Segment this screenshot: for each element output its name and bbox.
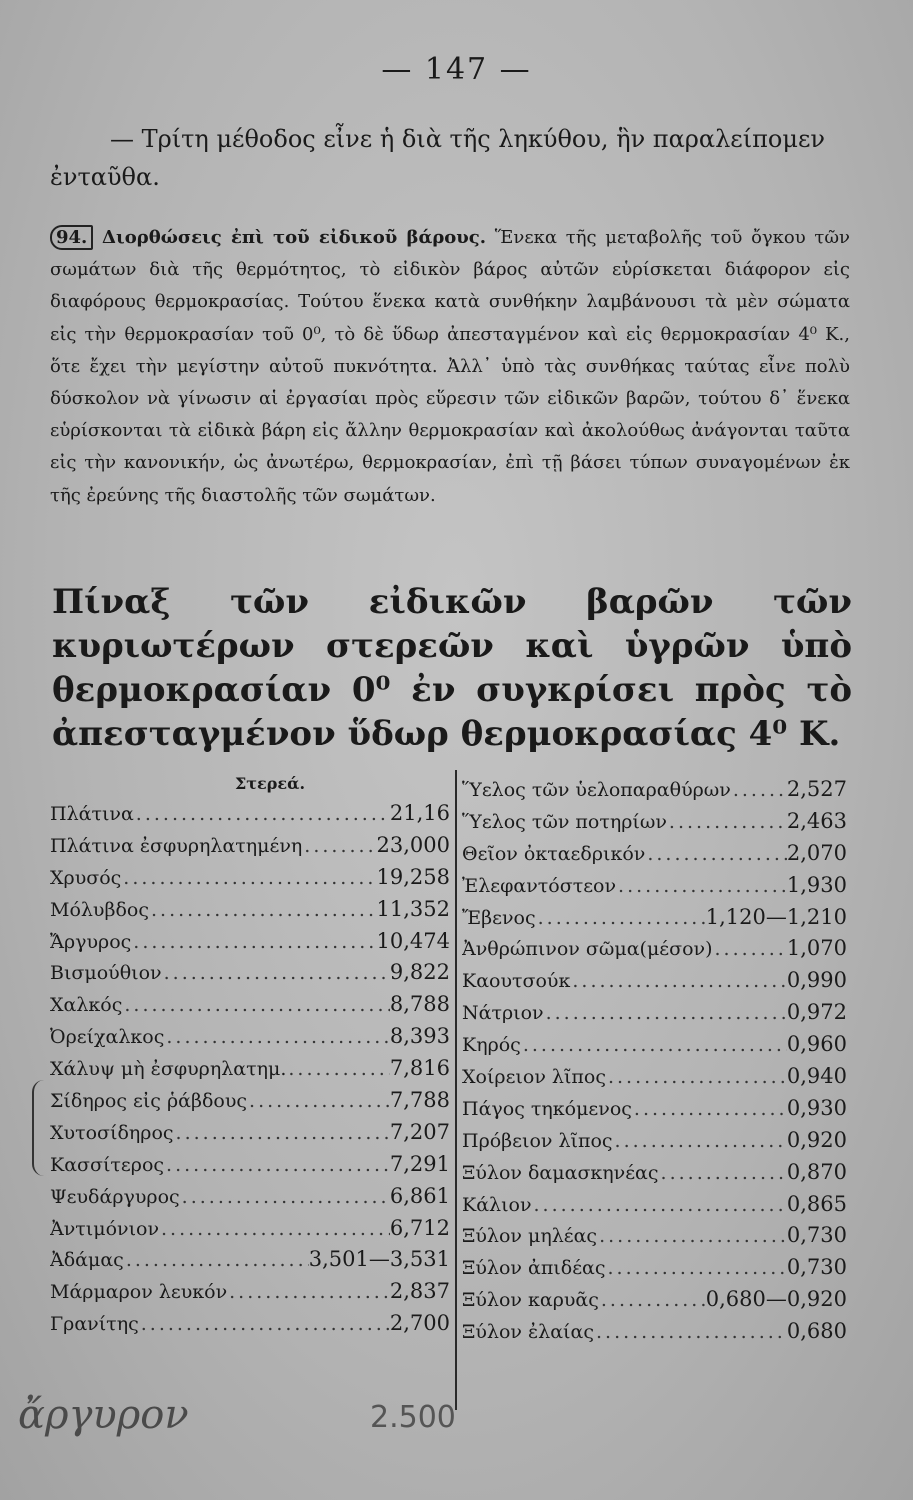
substance-name: Ὕελος τῶν ὑελοπαραθύρων (462, 779, 731, 801)
substance-name: Ἀδάμας (50, 1249, 124, 1272)
substance-name: Ἄργυρος (50, 930, 132, 953)
table-row (462, 806, 847, 838)
right-rows (462, 774, 847, 1348)
substance-name: Πάγος τηκόμενος (462, 1097, 632, 1120)
leader-dots (613, 1126, 787, 1157)
substance-name: Κάλιον (462, 1193, 532, 1216)
specific-gravity-value: 6,712 (389, 1215, 450, 1240)
substance-name: Χαλκός (50, 994, 123, 1017)
table-row (50, 1053, 450, 1085)
table-row (50, 1181, 450, 1213)
specific-gravity-table (50, 770, 850, 1430)
left-rows (50, 798, 450, 1340)
specific-gravity-value: 1,930 (786, 872, 847, 897)
table-row (50, 894, 450, 926)
leader-dots (536, 903, 706, 934)
specific-gravity-value: 7,816 (389, 1056, 450, 1081)
substance-name: Ἀνθρώπινον σῶμα(μέσον) (462, 938, 713, 961)
leader-dots (570, 966, 787, 997)
specific-gravity-value: 0,680 (786, 1319, 847, 1344)
leader-dots (159, 1214, 390, 1245)
column-divider (455, 770, 457, 1410)
leader-dots (164, 1150, 390, 1181)
table-left-column (50, 770, 450, 1340)
specific-gravity-value: 2,463 (786, 808, 847, 833)
table-title: Πίναξ τῶν εἰδικῶν βαρῶν τῶν κυριωτέρων στερεῶν καὶ ὑγρῶν ὑπὸ θερμοκρασίαν 0⁰ ἐν συγκρίσει πρὸς τὸ ἀπεσταγμένον ὕδωρ θερμοκρασίας 4⁰ Κ. (52, 582, 852, 754)
specific-gravity-value: 9,822 (389, 960, 450, 985)
leader-dots (124, 1245, 309, 1276)
specific-gravity-value: 0,920 (786, 1127, 847, 1152)
leader-dots (134, 799, 390, 830)
section-94 (50, 222, 850, 512)
specific-gravity-value: 21,16 (389, 801, 450, 825)
substance-name: Πλάτινα ἐσφυρηλατημένη (50, 834, 303, 857)
specific-gravity-value: 11,352 (376, 896, 450, 921)
leader-dots (597, 1221, 787, 1252)
page-number: — 147 — (381, 52, 532, 87)
table-row (50, 830, 450, 862)
leader-dots (131, 927, 376, 958)
table-row (50, 1149, 450, 1181)
specific-gravity-value: 1,070 (786, 936, 847, 961)
leader-dots (645, 839, 787, 870)
table-right-column (462, 770, 847, 1348)
substance-name: Ὀρείχαλκος (50, 1026, 165, 1049)
substance-name: Κασσίτερος (50, 1153, 165, 1176)
left-column-heading: Στερεά. (234, 774, 306, 793)
specific-gravity-value: 0,960 (786, 1032, 847, 1057)
intro-paragraph: — Τρίτη μέθοδος εἶνε ἡ διὰ τῆς ληκύθου, ἣν παραλείπομεν ἐνταῦθα. (50, 125, 825, 191)
table-row (462, 1157, 847, 1189)
leader-dots (659, 1158, 787, 1189)
specific-gravity-value: 6,861 (389, 1183, 450, 1208)
substance-name: Ὕελος τῶν ποτηρίων (462, 810, 667, 833)
substance-name: Μάρμαρον λευκόν (50, 1281, 228, 1304)
substance-name: Ἔβενος (462, 906, 536, 929)
section-number: 94. (50, 225, 93, 250)
table-row (462, 774, 847, 806)
specific-gravity-value: 2,527 (786, 777, 847, 801)
table-row (462, 1284, 847, 1316)
substance-name: Θεῖον ὀκταεδρικόν (462, 842, 646, 865)
leader-dots (731, 775, 787, 806)
table-row (50, 1213, 450, 1245)
table-row (462, 838, 847, 870)
table-row (462, 1093, 847, 1125)
specific-gravity-value: 0,730 (786, 1223, 847, 1248)
handwritten-note: ἄργυρον (18, 1392, 189, 1438)
substance-name: Χρυσός (50, 866, 122, 889)
table-row (50, 989, 450, 1021)
substance-name: Γρανίτης (50, 1313, 139, 1336)
substance-name: Ἐλεφαντόστεον (462, 874, 617, 897)
substance-name: Χυτοσίδηρος (50, 1121, 174, 1144)
substance-name: Καουτσούκ (462, 970, 571, 993)
specific-gravity-value: 1,120—1,210 (705, 904, 847, 929)
leader-dots (667, 807, 787, 838)
leader-dots (149, 895, 377, 926)
substance-name: Πρόβειον λῖπος (462, 1129, 613, 1152)
substance-name: Νάτριον (462, 1002, 544, 1025)
leader-dots (616, 871, 787, 902)
specific-gravity-value: 2,837 (389, 1279, 450, 1304)
leader-dots (606, 1253, 787, 1284)
table-row (462, 902, 847, 934)
substance-name: Σίδηρος εἰς ῥάβδους (50, 1090, 248, 1113)
substance-name: Χάλυψ μὴ ἐσφυρηλατημ. (50, 1058, 287, 1081)
table-row (50, 798, 450, 830)
table-row (462, 933, 847, 965)
table-row (462, 1061, 847, 1093)
specific-gravity-value: 0,680—0,920 (705, 1287, 847, 1312)
substance-name: Ξύλον δαμασκηνέας (462, 1161, 659, 1184)
leader-dots (544, 998, 787, 1029)
leader-dots (227, 1277, 390, 1308)
leader-dots (139, 1309, 390, 1340)
table-row (50, 1244, 450, 1276)
table-row (50, 1085, 450, 1117)
substance-name: Βισμούθιον (50, 962, 162, 985)
specific-gravity-value: 0,972 (786, 1000, 847, 1025)
table-row (462, 965, 847, 997)
substance-name: Ξύλον ἀπιδέας (462, 1257, 606, 1280)
specific-gravity-value: 3,501—3,531 (308, 1247, 450, 1272)
substance-name: Χοίρειον λῖπος (462, 1066, 606, 1089)
specific-gravity-value: 0,870 (786, 1159, 847, 1184)
substance-name: Κηρός (462, 1034, 521, 1057)
leader-dots (122, 990, 390, 1021)
specific-gravity-value: 23,000 (376, 832, 450, 857)
table-row (50, 1308, 450, 1340)
specific-gravity-value: 0,930 (786, 1095, 847, 1120)
leader-dots (286, 1054, 389, 1085)
table-row (462, 1029, 847, 1061)
table-row (50, 862, 450, 894)
table-row (462, 997, 847, 1029)
specific-gravity-value: 7,207 (389, 1119, 450, 1144)
table-row (50, 957, 450, 989)
iron-group-bracket (32, 1080, 44, 1176)
substance-name: Ξύλον μηλέας (462, 1225, 598, 1248)
section-body: Ἕνεκα τῆς μεταβολῆς τοῦ ὄγκου τῶν σωμάτων διὰ τῆς θερμότητος, τὸ εἰδικὸν βάρος αὐτῶν εὑρίσκεται διάφορον εἰς διαφόρους θερμοκρασίας. Τούτου ἕνεκα κατὰ συνθήκην λαμβάνουσι τὰ μὲν σώματα εἰς τὴν θερμοκρασίαν τοῦ 0⁰, τὸ δὲ ὕδωρ ἀπεσταγμένον καὶ εἰς θερμοκρασίαν 4⁰ Κ., ὅτε ἔχει τὴν μεγίστην αὐτοῦ πυκνότητα. Ἀλλ᾽ ὑπὸ τὰς συνθήκας ταύτας εἶνε πολὺ δύσκολον νὰ γίνωσιν αἱ ἐργασίαι πρὸς εὕρεσιν τῶν εἰδικῶν βαρῶν, τούτου δ᾽ ἕνεκα εὑρίσκονται τὰ εἰδικὰ βάρη εἰς ἄλλην θερμοκρασίαν καὶ ἀκολούθως ἀνάγονται ταῦτα εἰς τὴν κανονικήν, ὡς ἀνωτέρω, θερμοκρασίαν, ἐπὶ τῇ βάσει τύπων συναγομένων ἐκ τῆς ἐρεύνης τῆς διαστολῆς τῶν σωμάτων. (50, 227, 850, 506)
table-row (462, 1252, 847, 1284)
leader-dots (594, 1317, 787, 1348)
leader-dots (599, 1285, 706, 1316)
table-row (50, 1276, 450, 1308)
specific-gravity-value: 0,730 (786, 1255, 847, 1280)
leader-dots (164, 1022, 389, 1053)
table-row (462, 870, 847, 902)
specific-gravity-value: 10,474 (376, 928, 450, 953)
specific-gravity-value: 0,940 (786, 1064, 847, 1089)
specific-gravity-value: 7,291 (389, 1151, 450, 1176)
leader-dots (521, 1030, 787, 1061)
leader-dots (247, 1086, 390, 1117)
leader-dots (174, 1118, 390, 1149)
leader-dots (180, 1182, 390, 1213)
leader-dots (302, 831, 376, 862)
table-row (50, 1117, 450, 1149)
specific-gravity-value: 7,788 (389, 1088, 450, 1113)
leader-dots (713, 934, 787, 965)
substance-name: Μόλυβδος (50, 898, 149, 921)
specific-gravity-value: 0,990 (786, 968, 847, 993)
section-heading: Διορθώσεις ἐπὶ τοῦ εἰδικοῦ βάρους. (102, 227, 487, 248)
table-row (50, 1021, 450, 1053)
substance-name: Ψευδάργυρος (50, 1185, 180, 1208)
leader-dots (606, 1062, 787, 1093)
leader-dots (121, 863, 376, 894)
specific-gravity-value: 2,070 (786, 840, 847, 865)
table-row (462, 1316, 847, 1348)
table-row (50, 926, 450, 958)
substance-name: Ἀντιμόνιον (50, 1217, 160, 1240)
specific-gravity-value: 8,788 (389, 992, 450, 1017)
specific-gravity-value: 8,393 (389, 1024, 450, 1049)
specific-gravity-value: 0,865 (786, 1191, 847, 1216)
table-row (462, 1125, 847, 1157)
substance-name: Πλάτινα (50, 803, 134, 825)
substance-name: Ξύλον ἐλαίας (462, 1321, 594, 1344)
leader-dots (632, 1094, 787, 1125)
specific-gravity-value: 19,258 (376, 864, 450, 889)
leader-dots (162, 958, 390, 989)
pencil-note: 2.500 (370, 1400, 456, 1435)
table-row (462, 1189, 847, 1221)
table-row (462, 1220, 847, 1252)
substance-name: Ξύλον καρυᾶς (462, 1289, 599, 1312)
specific-gravity-value: 2,700 (389, 1311, 450, 1336)
leader-dots (532, 1190, 787, 1221)
